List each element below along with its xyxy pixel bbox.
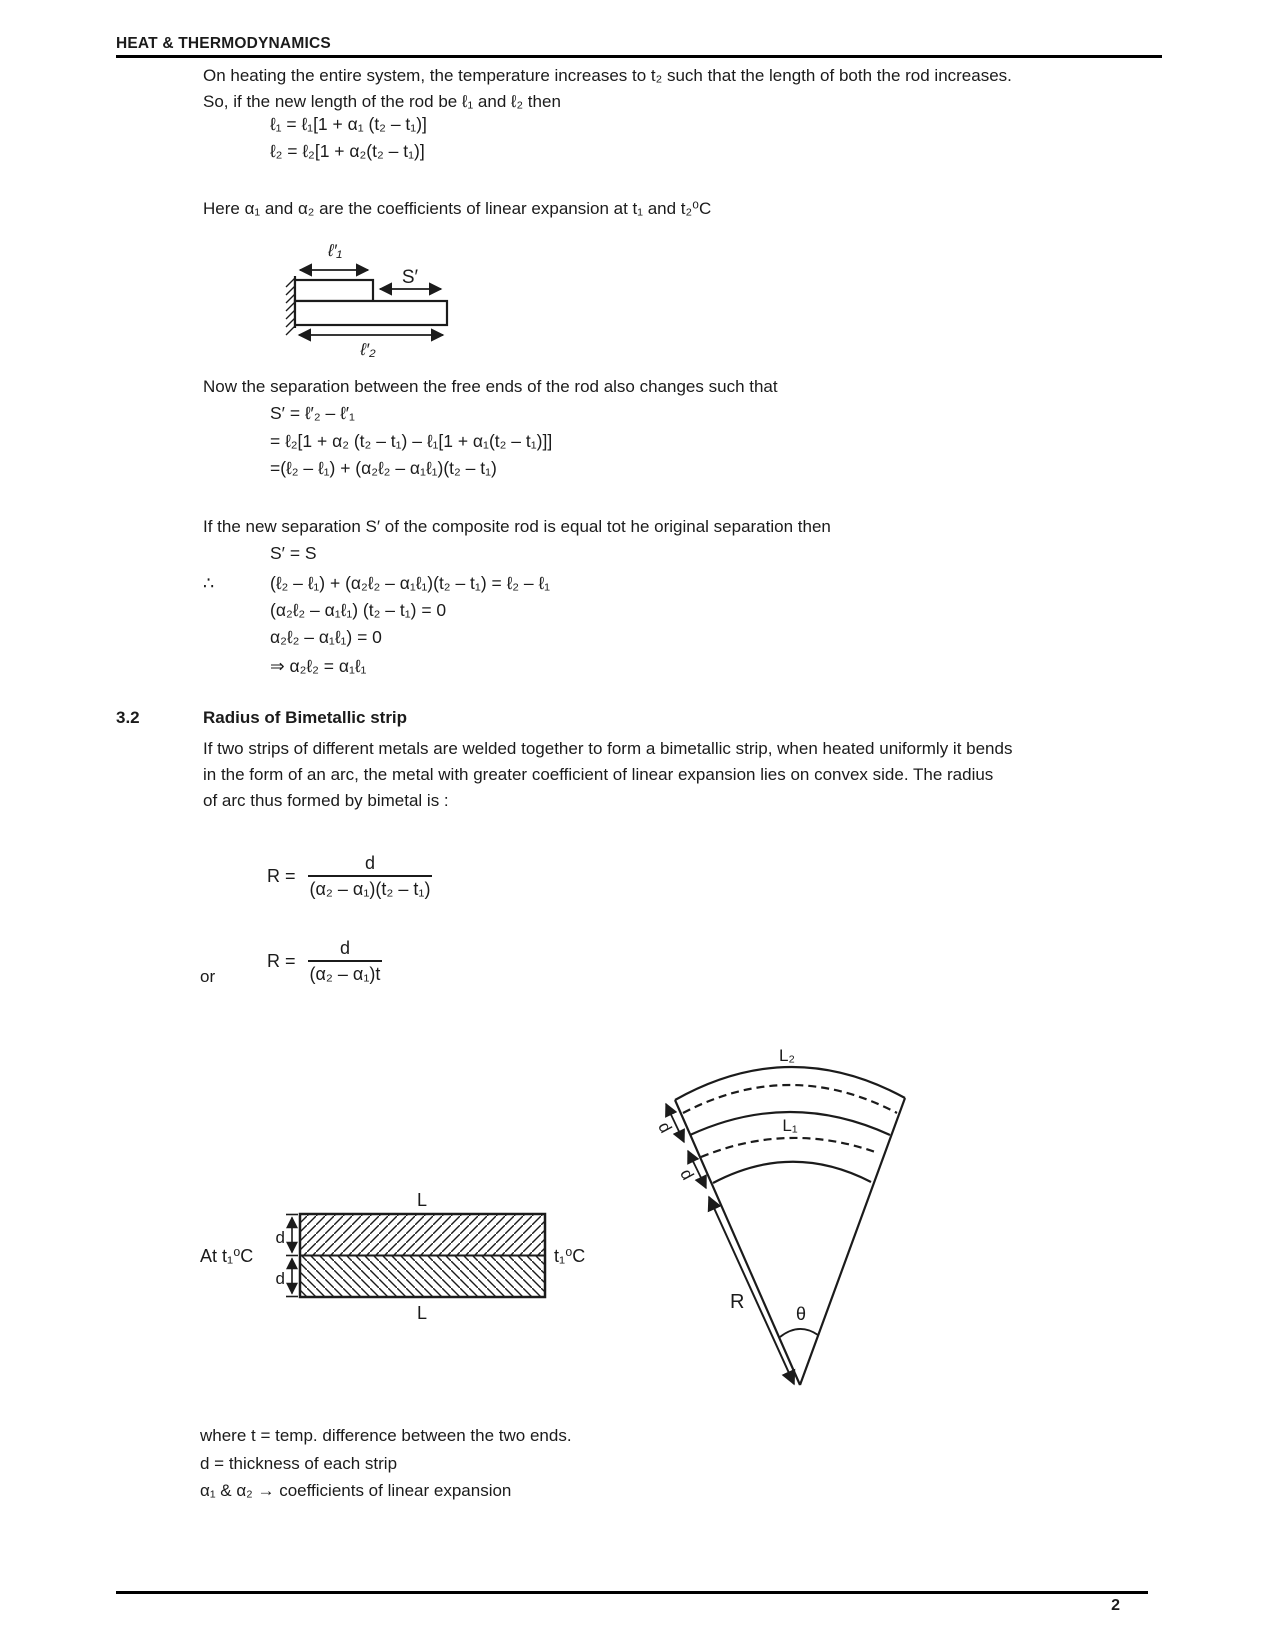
angle-label: θ [795,1304,807,1324]
separation-eq2: = ℓ₂[1 + α₂ (t₂ – t₁) – ℓ₁[1 + α₁(t₂ – t₁)]] [270,431,553,451]
lower-strip-hatch [301,1256,544,1297]
section-body [203,736,1012,814]
bottom-length-label: L [416,1303,428,1323]
header-rule [116,55,1162,58]
inner-length-label: L₁ [782,1116,798,1135]
wall-hatching [286,278,295,335]
angle-arc [780,1329,818,1337]
radius-formula-2 [267,938,382,985]
radius-arrow [709,1197,794,1384]
page-header-title: HEAT & THERMODYNAMICS [116,35,331,52]
radius-formula-2-fraction [308,938,383,985]
equal-separation-eq3: (α₂ℓ₂ – α₁ℓ₁) (t₂ – t₁) = 0 [270,600,447,620]
left-radius-edge [675,1100,800,1385]
section-title: Radius of Bimetallic strip [203,708,408,727]
length-equation-2: ℓ₂ = ℓ₂[1 + α₂(t₂ – t₁)] [270,141,425,161]
equal-separation-eq4: α₂ℓ₂ – α₁ℓ₁) = 0 [270,627,382,647]
outer-thickness-label: d [654,1118,676,1137]
intro-line1: On heating the entire system, the temperature increases to t₂ such that the length of both the rod increases. [203,66,1012,85]
radius-formula-1-denominator: (α₂ – α₁)(t₂ – t₁) [309,879,431,899]
radius-formula-1-numerator: d [364,853,375,873]
equal-separation-intro: If the new separation S′ of the composite rod is equal tot he original separation then [203,517,831,536]
equal-separation-eq1: S′ = S [270,543,317,563]
separation-eq1: S′ = ℓ′₂ – ℓ′₁ [270,403,355,423]
flat-bimetal-strip-diagram [190,1180,620,1335]
note-temp-difference: where t = temp. difference between the two ends. [200,1426,572,1445]
intro-paragraph [203,63,1012,115]
notes-block [200,1422,572,1505]
separation-label: S′ [401,267,419,288]
inner-midline-dashed-arc [701,1138,878,1157]
section-number: 3.2 [116,708,140,727]
outer-midline-dashed-arc [683,1085,897,1113]
coefficients-line: Here α₁ and α₂ are the coefficients of linear expansion at t₁ and t₂⁰C [203,199,712,218]
bent-bimetal-fan-diagram [580,990,980,1395]
upper-thickness-label: d [275,1228,285,1247]
section-body-line3: of arc thus formed by bimetal is : [203,791,449,810]
section-body-line2: in the form of an arc, the metal with greater coefficient of linear expansion lies on convex side. The radius [203,765,994,784]
radius-label: R [730,1291,745,1313]
note-thickness: d = thickness of each strip [200,1453,398,1473]
left-temp-label: At t₁⁰C [200,1246,254,1266]
radius-formula-2-numerator: d [339,938,350,958]
lower-rod [295,301,447,325]
radius-formula-1-lhs: R = [267,866,296,886]
radius-formula-1 [267,853,432,900]
intro-line2: So, if the new length of the rod be ℓ₁ and ℓ₂ then [203,92,561,111]
separation-eq3: =(ℓ₂ – ℓ₁) + (α₂ℓ₂ – α₁ℓ₁)(t₂ – t₁) [270,458,497,478]
equal-separation-eq5: ⇒ α₂ℓ₂ = α₁ℓ₁ [270,656,367,676]
page-number: 2 [1111,1597,1120,1614]
section-body-line1: If two strips of different metals are welded together to form a bimetallic strip, when heated uniformly it bends [203,739,1013,758]
note-coefficients: α₁ & α₂ → coefficients of linear expansion [200,1481,512,1500]
upper-rod [295,280,373,301]
right-temp-label: t₁⁰C [554,1246,586,1266]
footer-rule [116,1591,1148,1594]
inner-arc [713,1162,871,1183]
right-radius-edge [800,1098,905,1385]
therefore-symbol: ∴ [203,573,215,593]
composite-rod-diagram [250,228,470,363]
separation-intro: Now the separation between the free ends of the rod also changes such that [203,377,778,396]
outer-length-label: L₂ [778,1046,796,1065]
length-equation-1: ℓ₁ = ℓ₁[1 + α₁ (t₂ – t₁)] [270,114,427,134]
top-length-label: L [416,1190,428,1210]
or-label: or [200,967,216,986]
radius-formula-2-lhs: R = [267,951,296,971]
lower-thickness-label: d [275,1269,285,1288]
inner-thickness-label: d [676,1165,698,1184]
upper-length-label: ℓ′₁ [327,241,343,260]
equal-separation-eq2: (ℓ₂ – ℓ₁) + (α₂ℓ₂ – α₁ℓ₁)(t₂ – t₁) = ℓ₂ – ℓ₁ [270,573,551,593]
outer-arc [675,1067,905,1100]
radius-formula-1-fraction [308,853,433,900]
radius-formula-2-denominator: (α₂ – α₁)t [309,964,381,984]
upper-strip-hatch [301,1215,544,1256]
lower-length-label: ℓ′₂ [360,340,376,359]
